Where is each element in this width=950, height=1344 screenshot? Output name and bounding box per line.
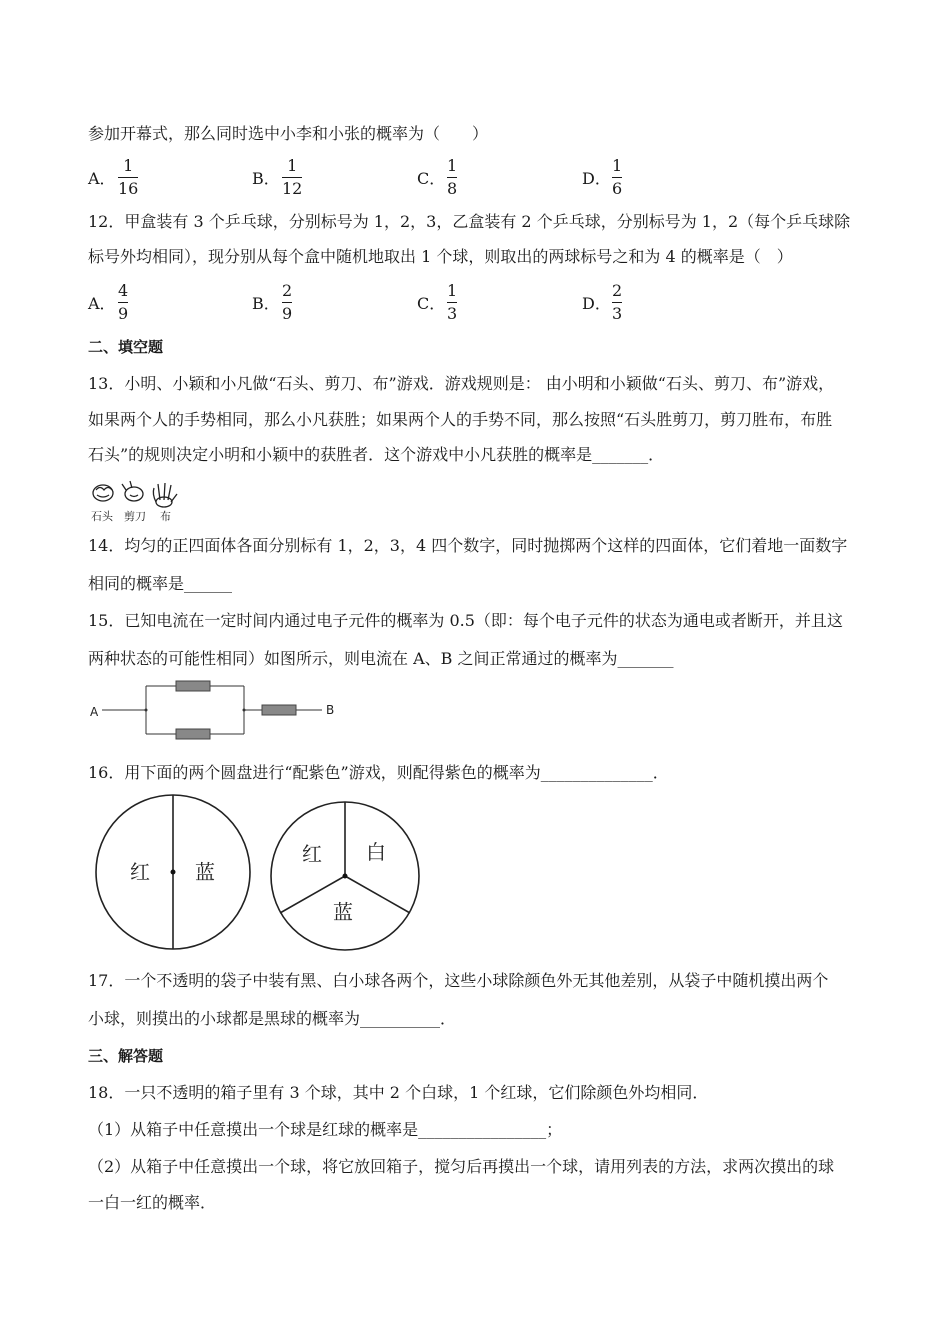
fraction: 2 9: [282, 281, 293, 323]
q13-text-line3: 石头”的规则决定小明和小颖中的获胜者．这个游戏中小凡获胜的概率是_______．: [88, 445, 665, 464]
q18-part2-line2: 一白一红的概率．: [88, 1193, 217, 1212]
scissors-hand-icon: [122, 481, 143, 501]
rock-paper-scissors-figure: [88, 478, 188, 524]
q18-part2-line1: （2）从箱子中任意摸出一个球，将它放回箱子，搅匀后再摸出一个球，请用列表的方法，求两次摸出的球: [88, 1157, 835, 1176]
option-label: D．: [582, 169, 611, 188]
q17-text-line1: 17．一个不透明的袋子中装有黑、白小球各两个，这些小球除颜色外无其他差别，从袋子中随机摸出两个: [88, 971, 829, 990]
section-heading-solutions: 三、解答题: [88, 1047, 164, 1065]
fraction: 1 8: [447, 156, 458, 198]
terminal-label-b: B: [326, 703, 335, 717]
q18-part1: （1）从箱子中任意摸出一个球是红球的概率是________________；: [88, 1120, 563, 1139]
q17-text-line2: 小球，则摸出的小球都是黑球的概率为__________．: [88, 1009, 457, 1028]
gesture-label-rock: 石头: [91, 510, 113, 523]
option-label: A．: [88, 294, 116, 313]
disc-2-sector-white: 白: [366, 840, 386, 864]
resistor-series: [262, 705, 296, 715]
disc-1-sector-red: 红: [130, 860, 150, 884]
option-label: B．: [252, 294, 280, 313]
option-label: C．: [417, 169, 446, 188]
fraction: 1 6: [612, 156, 623, 198]
option-label: D．: [582, 294, 611, 313]
spinner-discs-figure: [90, 792, 430, 952]
resistor-top: [176, 681, 210, 691]
disc-2-center: [343, 874, 348, 879]
disc-1-center: [171, 870, 176, 875]
fraction: 2 3: [612, 281, 623, 323]
q11-text: 参加开幕式，那么同时选中小李和小张的概率为（ ）: [88, 124, 489, 143]
rock-hand-icon: [93, 485, 113, 501]
paper-hand-icon: [153, 483, 177, 507]
section-heading-fill-blank: 二、填空题: [88, 338, 164, 356]
disc-2-sector-blue: 蓝: [333, 900, 353, 924]
q12-text-line2: 标号外均相同），现分别从每个盒中随机地取出 1 个球，则取出的两球标号之和为 4 的概率是（ ）: [88, 247, 793, 266]
fraction: 1 12: [282, 156, 303, 198]
disc-1-sector-blue: 蓝: [195, 860, 215, 884]
q13-text-line1: 13．小明、小颖和小凡做“石头、剪刀、布”游戏．游戏规则是： 由小明和小颖做“石头、剪刀、布”游戏，: [88, 374, 835, 393]
circuit-diagram: [86, 676, 346, 746]
q12-text-line1: 12．甲盒装有 3 个乒乓球，分别标号为 1，2，3，乙盒装有 2 个乒乓球，分别标号为 1，2（每个乒乓球除: [88, 212, 851, 231]
fraction: 4 9: [118, 281, 129, 323]
q14-text-line2: 相同的概率是______: [88, 574, 233, 593]
q14-text-line1: 14．均匀的正四面体各面分别标有 1，2，3，4 四个数字，同时抛掷两个这样的四面体，它们着地一面数字: [88, 536, 848, 555]
q13-text-line2: 如果两个人的手势相同，那么小凡获胜；如果两个人的手势不同，那么按照“石头胜剪刀，剪刀胜布，布胜: [88, 410, 833, 429]
fraction: 1 3: [447, 281, 458, 323]
resistor-bottom: [176, 729, 210, 739]
junction-right: [243, 709, 246, 712]
option-label: A．: [88, 169, 116, 188]
gesture-label-paper: 布: [160, 510, 171, 523]
disc-2-sector-red: 红: [302, 842, 322, 866]
q15-text-line1: 15．已知电流在一定时间内通过电子元件的概率为 0.5（即：每个电子元件的状态为通电或者断开，并且这: [88, 611, 843, 630]
q16-text-line1: 16．用下面的两个圆盘进行“配紫色”游戏，则配得紫色的概率为______________．: [88, 763, 669, 782]
option-label: B．: [252, 169, 280, 188]
q18-text-line1: 18．一只不透明的箱子里有 3 个球，其中 2 个白球，1 个红球，它们除颜色外均相同．: [88, 1083, 709, 1102]
terminal-label-a: A: [90, 705, 99, 719]
junction-left: [145, 709, 148, 712]
q15-text-line2: 两种状态的可能性相同）如图所示，则电流在 A、B 之间正常通过的概率为_______: [88, 649, 674, 668]
option-label: C．: [417, 294, 446, 313]
fraction: 1 16: [118, 156, 139, 198]
gesture-label-scissors: 剪刀: [124, 510, 146, 523]
